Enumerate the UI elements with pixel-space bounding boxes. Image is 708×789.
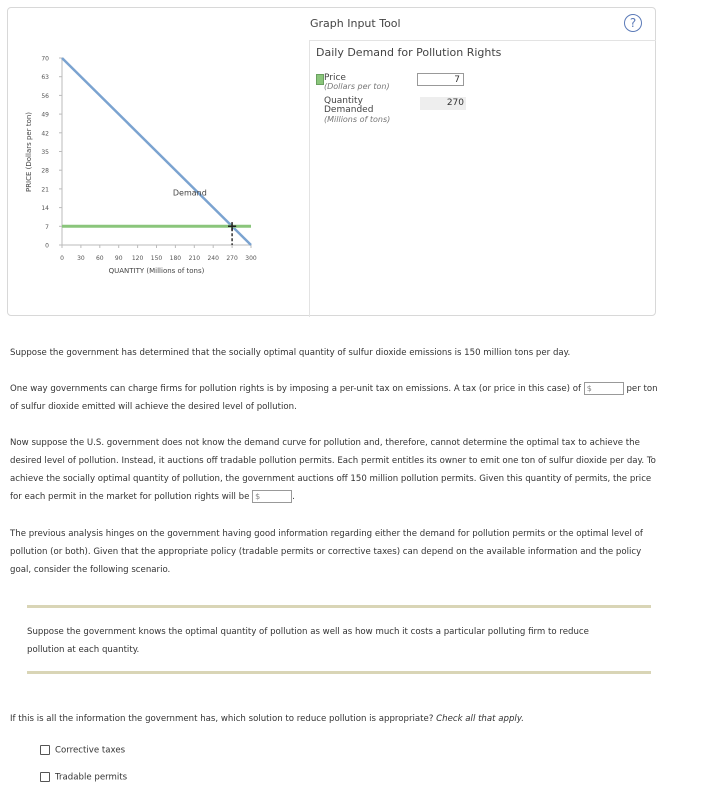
intro-text: Suppose the government has determined that the socially optimal quantity of sulfur dioxide emissions is 150 million tons per day.: [10, 348, 571, 358]
tax-question-suffix: per ton: [626, 384, 658, 394]
scenario-top-rule: [27, 605, 651, 608]
prompt-text: If this is all the information the government has, which solution to reduce pollution is appropriate?: [10, 714, 434, 724]
permits-line1: Now suppose the U.S. government does not know the demand curve for pollution and, therefore, cannot determine the optimal tax to achieve the: [10, 438, 640, 448]
y-tick-label: 49: [41, 111, 49, 119]
quantity-unit: (Millions of tons): [324, 115, 391, 124]
help-icon[interactable]: ?: [624, 14, 642, 32]
tool-heading: Daily Demand for Pollution Rights: [316, 46, 502, 59]
analysis-line3: goal, consider the following scenario.: [10, 565, 171, 575]
price-input[interactable]: 7: [417, 73, 464, 86]
permits-line3: achieve the socially optimal quantity of pollution, the government auctions off 150 million pollution permits. Given this quantity of permits, the price: [10, 474, 652, 484]
point-marker[interactable]: +: [226, 219, 238, 235]
check-prompt: [10, 710, 698, 728]
permit-price-input[interactable]: $: [252, 490, 292, 503]
y-tick-label: 7: [45, 223, 49, 231]
x-tick-label: 90: [114, 255, 123, 262]
tax-question-line1: [10, 380, 698, 398]
option-label-tradable-permits: Tradable permits: [55, 772, 128, 783]
graph-input-tool-title: Graph Input Tool: [310, 17, 401, 30]
x-tick-label: 60: [95, 255, 104, 262]
x-tick-label: 30: [77, 255, 85, 262]
scenario-box: [27, 623, 647, 659]
demand-line: [62, 58, 251, 245]
quantity-label-line2: Demanded: [324, 105, 374, 115]
y-tick-label: 70: [41, 55, 49, 63]
y-tick-label: 63: [41, 74, 49, 82]
x-tick-label: 210: [188, 255, 201, 262]
permits-line4: [10, 488, 698, 506]
permits-question-suffix: .: [292, 492, 295, 502]
x-tick-label: 270: [226, 255, 238, 262]
prompt-emphasis: Check all that apply.: [436, 714, 524, 724]
y-tick-label: 14: [41, 205, 49, 213]
analysis-line2: pollution (or both). Given that the appropriate policy (tradable permits or corrective taxes) can depend on the available information and the policy: [10, 547, 642, 557]
x-tick-label: 120: [131, 255, 144, 262]
y-tick-label: 21: [41, 186, 49, 194]
y-tick-label: 42: [41, 130, 49, 138]
option-tradable-permits[interactable]: [40, 772, 127, 783]
price-unit: (Dollars per ton): [324, 82, 390, 91]
demand-curve-label: Demand: [172, 188, 207, 198]
x-tick-label: 0: [60, 255, 64, 262]
permits-question-text: for each permit in the market for pollution rights will be: [10, 492, 250, 502]
tax-question-text: One way governments can charge firms for pollution rights is by imposing a per-unit tax on emissions. A tax (or price in this case) of: [10, 384, 581, 394]
scenario-line2: pollution at each quantity.: [27, 645, 140, 655]
permits-line2: desired level of pollution. Instead, it auctions off tradable pollution permits. Each permit entitles its owner to emit one ton of sulfur dioxide per day. To: [10, 456, 656, 466]
analysis-line1: The previous analysis hinges on the government having good information regarding either the demand for pollution permits or the optimal level of: [10, 529, 643, 539]
x-tick-label: 240: [207, 255, 219, 262]
scenario-line1: Suppose the government knows the optimal quantity of pollution as well as how much it costs a particular polluting firm to reduce: [27, 627, 589, 637]
y-tick-label: 0: [45, 242, 49, 250]
x-axis-label: QUANTITY (Millions of tons): [108, 267, 205, 275]
x-tick-label: 300: [245, 255, 257, 262]
tax-input[interactable]: $: [584, 382, 624, 395]
checkbox-tradable-permits[interactable]: [40, 772, 50, 782]
option-corrective-taxes[interactable]: [40, 745, 125, 756]
checkbox-corrective-taxes[interactable]: [40, 745, 50, 755]
x-tick-label: 180: [169, 255, 182, 262]
quantity-label-line1: Quantity: [324, 96, 363, 106]
tax-question-line2: of sulfur dioxide emitted will achieve the desired level of pollution.: [10, 402, 297, 412]
y-axis-label: PRICE (Dollars per ton): [25, 111, 33, 193]
price-series-swatch: [316, 74, 324, 85]
x-tick-label: 150: [150, 255, 163, 262]
demand-chart[interactable]: [0, 0, 300, 310]
option-label-corrective-taxes: Corrective taxes: [55, 745, 126, 756]
y-tick-label: 56: [41, 92, 49, 100]
quantity-demanded-value: 270: [420, 97, 466, 110]
scenario-bottom-rule: [27, 671, 651, 674]
y-tick-label: 28: [41, 167, 49, 175]
price-label: Price: [324, 73, 346, 83]
y-tick-label: 35: [41, 149, 49, 156]
